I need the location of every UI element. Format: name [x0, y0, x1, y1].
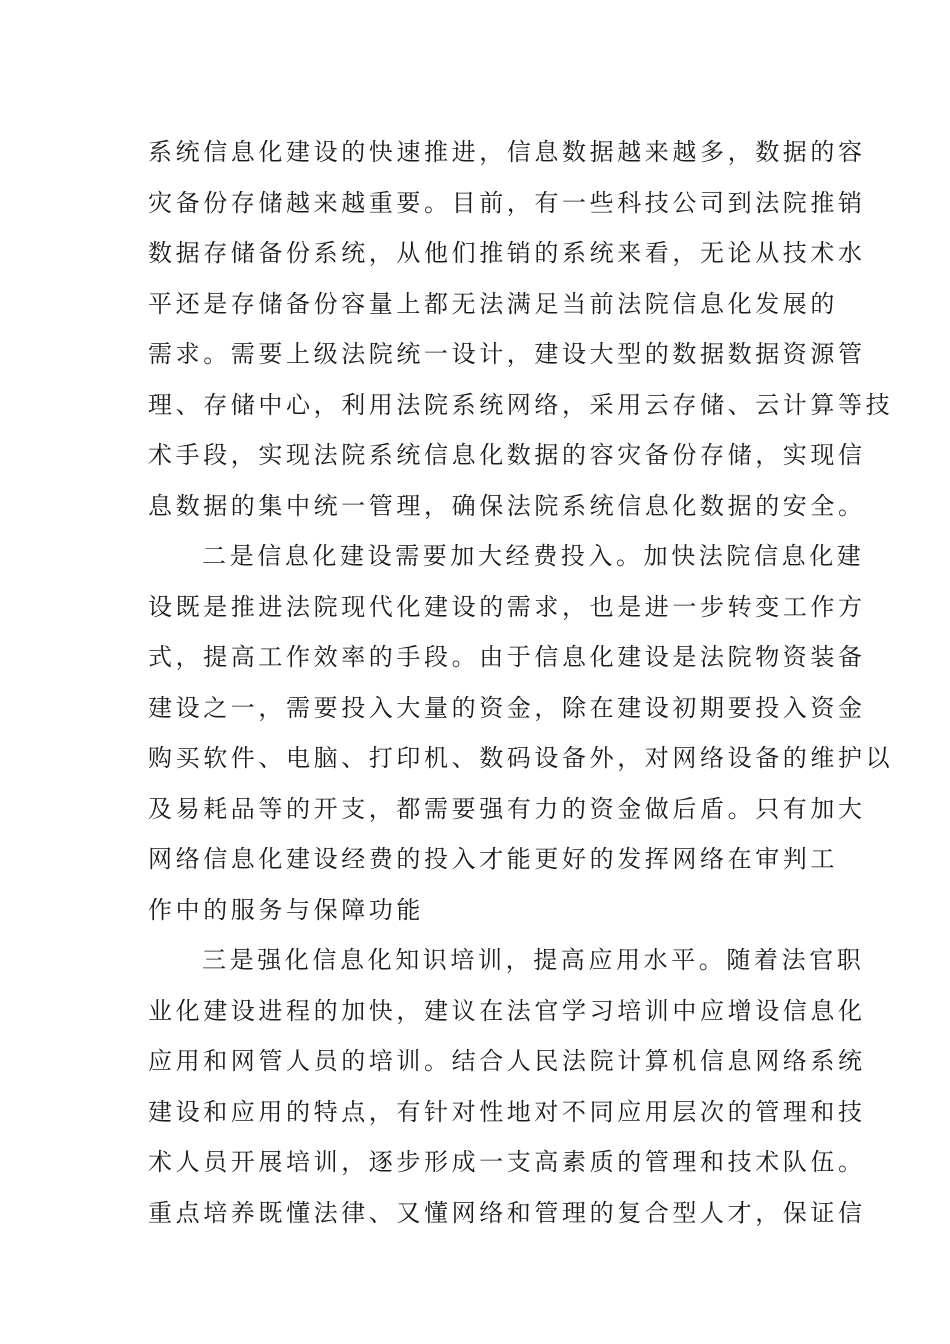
text-line: 数据存储备份系统，从他们推销的系统来看，无论从技术水	[148, 239, 866, 267]
text-line: 需求。需要上级法院统一设计，建设大型的数据数据资源管	[148, 340, 866, 368]
text-line: 系统信息化建设的快速推进，信息数据越来越多，数据的容	[148, 138, 866, 166]
text-line: 灾备份存储越来越重要。目前，有一些科技公司到法院推销	[148, 188, 866, 217]
text-line: 购买软件、电脑、打印机、数码设备外，对网络设备的维护以	[148, 744, 894, 772]
text-line: 及易耗品等的开支，都需要强有力的资金做后盾。只有加大	[148, 794, 866, 823]
text-line: 应用和网管人员的培训。结合人民法院计算机信息网络系统	[148, 1047, 866, 1075]
text-line: 建设之一，需要投入大量的资金，除在建设初期要投入资金	[148, 693, 866, 722]
text-line: 作中的服务与保障功能	[148, 895, 424, 924]
text-line: 网络信息化建设经费的投入才能更好的发挥网络在审判工	[148, 845, 838, 873]
text-line: 建设和应用的特点，有针对性地对不同应用层次的管理和技	[148, 1097, 866, 1126]
text-line: 理、存储中心，利用法院系统网络，采用云存储、云计算等技	[148, 390, 894, 419]
text-line: 二是信息化建设需要加大经费投入。加快法院信息化建	[202, 542, 865, 570]
text-line: 设既是推进法院现代化建设的需求，也是进一步转变工作方	[148, 592, 866, 621]
text-line: 平还是存储备份容量上都无法满足当前法院信息化发展的	[148, 289, 838, 318]
text-line: 息数据的集中统一管理，确保法院系统信息化数据的安全。	[148, 491, 866, 520]
text-line: 术人员开展培训，逐步形成一支高素质的管理和技术队伍。	[148, 1148, 866, 1176]
text-line: 术手段，实现法院系统信息化数据的容灾备份存储，实现信	[148, 441, 866, 469]
text-line: 业化建设进程的加快，建议在法官学习培训中应增设信息化	[148, 996, 866, 1025]
text-line: 式，提高工作效率的手段。由于信息化建设是法院物资装备	[148, 643, 866, 671]
body-text	[148, 127, 894, 1238]
text-line: 重点培养既懂法律、又懂网络和管理的复合型人才，保证信	[148, 1198, 866, 1227]
text-line: 三是强化信息化知识培训，提高应用水平。随着法官职	[202, 946, 865, 974]
